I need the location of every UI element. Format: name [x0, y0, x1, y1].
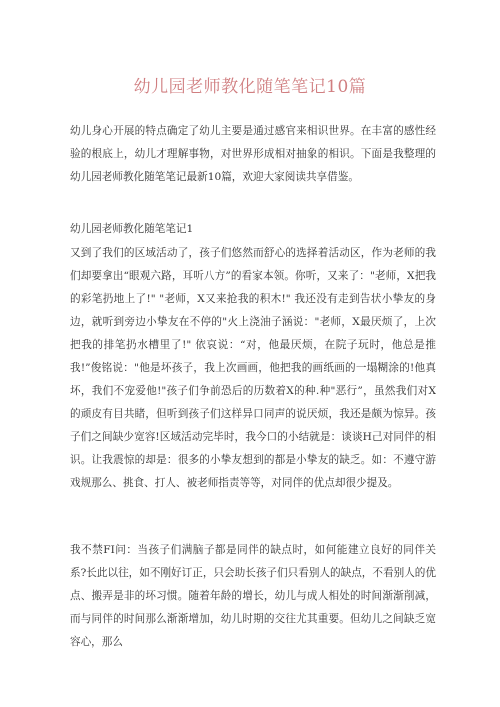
body-paragraph-2: 我不禁FI问：当孩子们满脑子都是同伴的缺点时，如何能建立良好的同伴关系?长此以往，如不刚好订正，只会助长孩子们只看别人的缺点，不看别人的优点、搬弄是非的坏习惯。随着年龄的增长，幼儿与成人相处的时间渐渐削减，而与同伴的时间那么渐渐增加，幼儿时期的交往尤其重要。但幼儿之间缺乏宽容心，那么: [70, 544, 436, 648]
document-title: [0, 76, 500, 98]
body-paragraph-1: 又到了我们的区域活动了，孩子们悠然而舒心的选择着活动区，作为老师的我们却要拿出“眼观六路，耳听八方”的看家本领。你听，又来了："老师，X把我的彩笔扔地上了!" "老师，X又来抢我的积木!" 我还没有走到告状小挚友的身边，就听到旁边小挚友在不停的"火上浇油子涵说："老师，X最厌烦了，上次把我的排笔扔水槽里了!" 依哀说：“对，他最厌烦，在院子玩时，他总是推我!”俊铭说："他是坏孩子，我上次画画，他把我的画纸画的一塌糊涂的!他真坏，我们不宠爱他!"孩子们争前恐后的历数着X的种.种"恶行”，虽然我们对X的顽皮有目共睹，但听到孩子们这样异口同声的说厌烦，我还是颇为惊异。孩子们之间缺少宽容!区域活动完毕时，我今口的小结就是：谈谈H己对同伴的相识。让我震惊的却是：很多的小挚友想到的都是小挚友的缺乏。如：不遵守游戏规那么、挑食、打人、被老师指责等等，对同伴的优点却很少提及。: [70, 247, 436, 489]
section-heading: 幼儿园老师教化随笔笔记1: [70, 223, 194, 235]
title-text: 幼儿园老师教化随笔笔记10篇: [133, 77, 367, 97]
intro-paragraph: 幼儿身心开展的特点确定了幼儿主要是通过感官来相识世界。在丰富的感性经验的根底上，幼儿才理解事物，对世界形成相对抽象的相识。下面是我整理的幼儿园老师教化随笔笔记最新10篇，欢迎大家阅读共享借鉴。: [70, 125, 436, 183]
